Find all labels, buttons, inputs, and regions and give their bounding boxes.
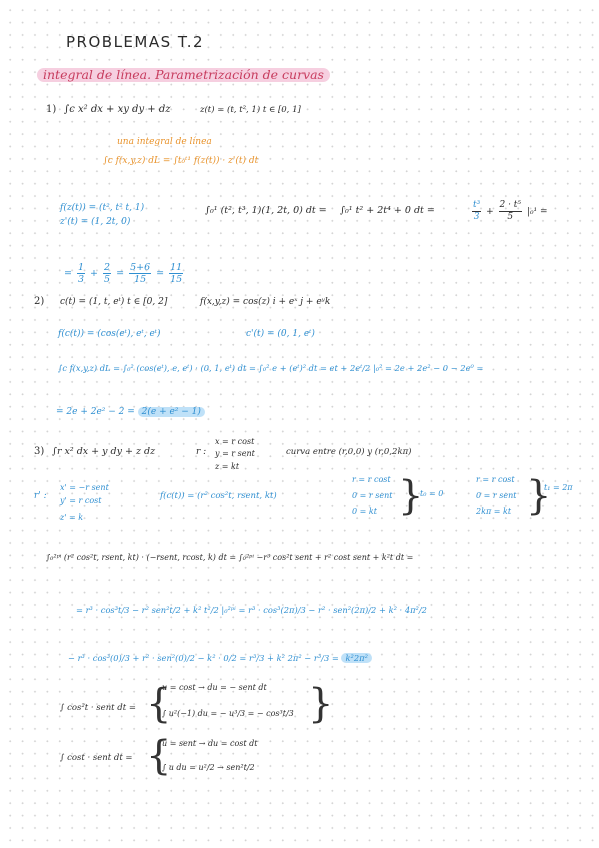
p3-sys2-b: 0 = r sent [476,491,517,500]
p3-number: 3) [34,446,45,457]
page-title: PROBLEMAS T.2 [66,33,205,51]
p3-aux2-left: ∫ cost · sent dt = [60,753,133,763]
p1-step2: ∫₀¹ t² + 2t⁴ + 0 dt = [340,205,435,216]
p1-step1: ∫₀¹ (t², t³, 1)(1, 2t, 0) dt = [205,205,327,216]
p3-aux1-brace-left: { [146,681,172,727]
p3-r-label: r : [196,447,207,457]
p3-rprime-x: x' = −r sent [60,483,109,492]
p2-fc: f(c(t)) = (cos(eᵗ), eᵗ, eᵗ) [58,329,161,339]
p1-result: = $\frac{1}{3}$ + $\frac{2}{5}$ = $\frac{5+6}{15}$ = $\frac{11}{15}$ [64,262,183,285]
p3-aux2-bottom: ∫ u du = u²/2 → sen²t/2 [162,763,255,772]
p3-aux1-bottom: ∫ u²(−1) du = − u³/3 = − cos³t/3 [162,709,294,718]
p3-aux2-brace-left: { [146,733,172,779]
p3-sys2-c: 2kπ = kt [476,507,512,516]
p3-rprime-y: y' = r cost [60,496,102,505]
p2-curve: c(t) = (1, t, eᵗ) t ∈ [0, 2] [60,297,168,307]
p3-frt: f(c(t)) = (r² cos²t, rsent, kt) [160,491,277,501]
p2-final: = 2e + 2e² − 2 = 2(e + e² − 1) [56,406,205,418]
p1-note-integral: ∫c f(x,y,z) dL = ∫t₀ᵗ¹ f(z(t)) · z'(t) dt [103,156,259,166]
p1-curve: z(t) = (t, t², 1) t ∈ [0, 1] [200,105,301,115]
p3-r-y: y = r sent [215,449,255,458]
p3-sys2-brace: } [526,473,552,519]
p2-number: 2) [34,296,45,307]
p3-problem: ∫r x² dx + y dy + z dz [52,446,156,457]
p3-t1: t₁ = 2π [544,483,573,492]
p2-field: f(x,y,z) = cos(z) i + eˣ j + eʸk [200,297,331,307]
p3-rprime-label: r' : [34,491,47,501]
section-subtitle: integral de línea. Parametrización de curvas [37,68,330,82]
p3-aux1-brace-right: } [308,681,334,727]
p1-note-label: una integral de línea [117,137,212,147]
p3-eval-line: = r³ · cos³t/3 − r² sen²t/2 + k² t²/2 |₀²ᵖⁱ = r³ · cos³(2π)/3 − r² · sen²(2π)/2 + k² · 4π²/2 [76,605,427,615]
p1-step3: $\frac{\text{t³}}{3}$ + $\frac{\text{2 · t⁵}}{5}$ |₀¹ = [473,200,548,222]
p3-r-z: z = kt [215,462,240,471]
p3-t0: t₀ = 0 [420,489,444,498]
p1-zprime: z'(t) = (1, 2t, 0) [60,217,131,227]
p3-final-highlight: k²2π² [341,653,371,663]
p3-sys1-a: r = r cost [352,475,391,484]
p1-number: 1) [46,104,57,115]
p3-integral-line: ∫₀²ᵖⁱ (r² cos²t, rsent, kt) · (−rsent, rcost, k) dt = ∫₀²ᵖⁱ −r³ cos²t sent + r² cost sent + k²t dt = [46,553,414,562]
p3-sys1-brace: } [398,473,424,519]
p2-cprime: c'(t) = (0, 1, eᵗ) [246,329,315,339]
p3-curve-note: curva entre (r,0,0) y (r,0,2kπ) [286,447,412,457]
p3-aux1-left: ∫ cos²t · sent dt = [60,703,136,713]
p3-sys1-c: 0 = kt [352,507,377,516]
p3-eval-line2: − r³ · cos³(0)/3 + r² · sen²(0)/2 − k² · 0/2 = r³/3 + k² 2π² − r³/3 = k²2π² [68,652,372,664]
p2-step1: ∫c f(x,y,z) dL = ∫₀² (cos(eᵗ), e, eᵗ) · (0, 1, eᵗ) dt = ∫₀² e + (eᵗ)² dt = et + 2eᵗ/2 |₀² = 2e + 2e² − 0 − 2e⁰ = [58,363,484,373]
p2-final-highlight: 2(e + e² − 1) [138,407,205,417]
p3-r-x: x = r cost [215,437,255,446]
p3-aux1-top: u = cost → du = − sent dt [162,683,267,692]
p3-sys2-a: r = r cost [476,475,515,484]
p3-sys1-b: 0 = r sent [352,491,393,500]
p1-fz: f(z(t)) = (t², t² t, 1) [60,203,145,213]
p3-rprime-z: z' = k [60,513,84,522]
p3-aux2-top: u = sent → du = cost dt [162,739,258,748]
p1-problem: ∫c x² dx + xy dy + dz [64,104,171,115]
